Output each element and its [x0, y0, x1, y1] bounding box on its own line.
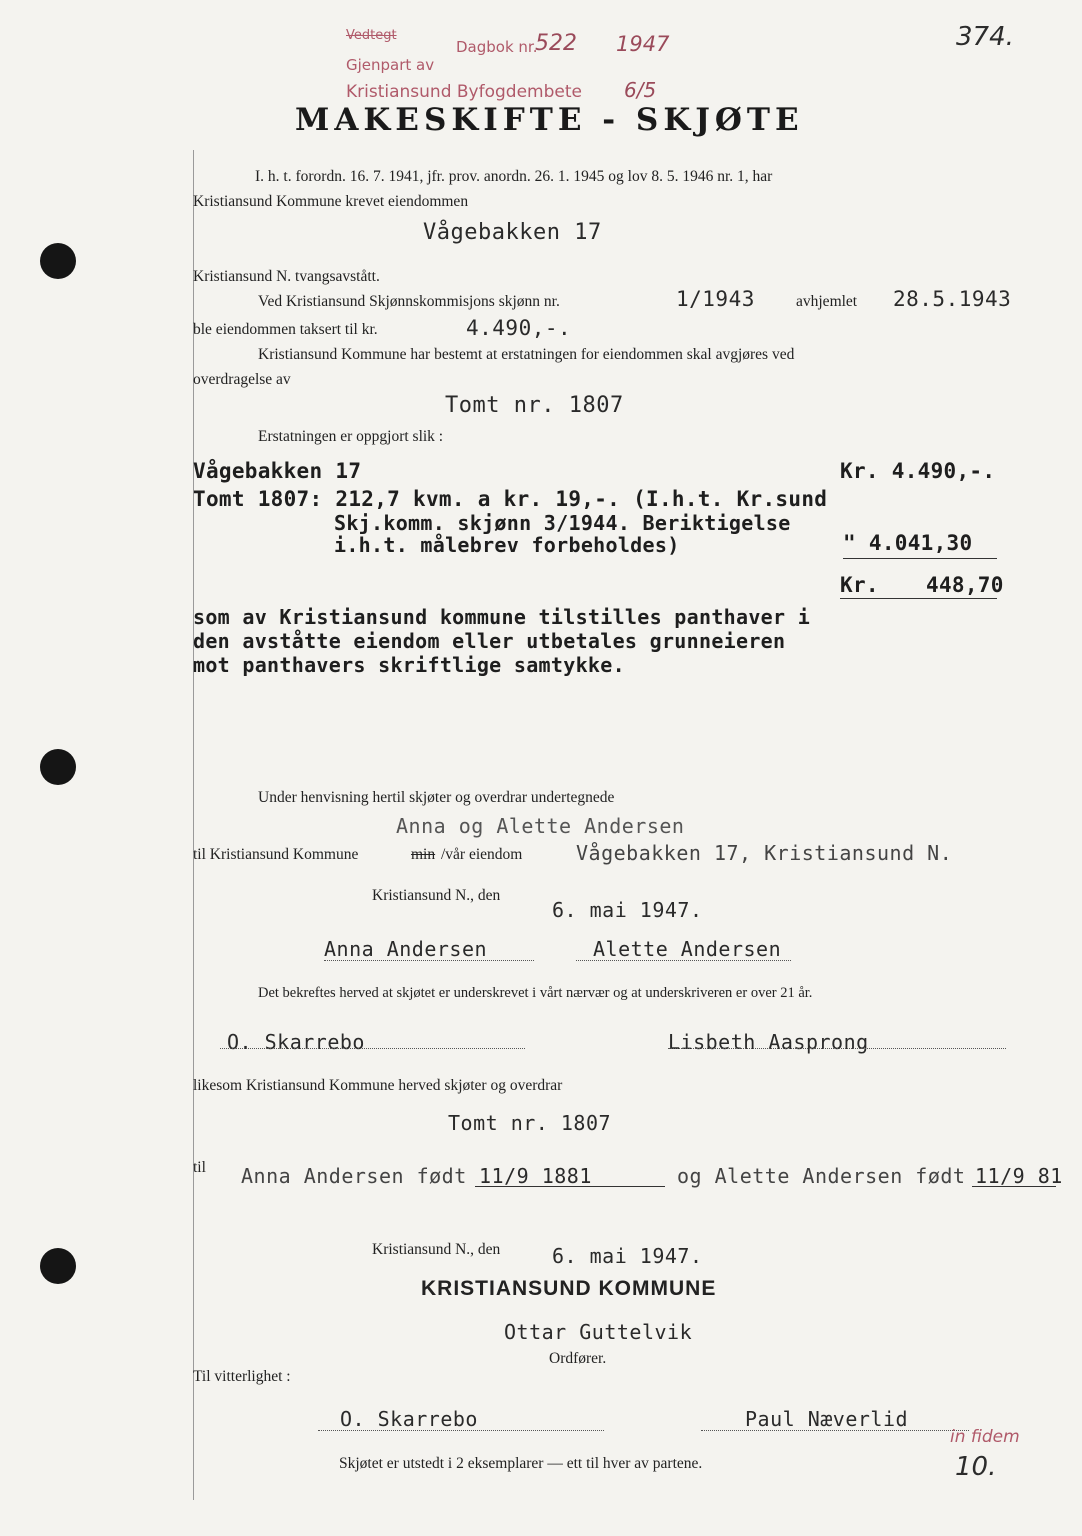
settlement-note-line1: som av Kristiansund kommune tilstilles panthaver i — [193, 605, 811, 629]
birth-alette: 11/9 81 — [975, 1164, 1063, 1188]
witness-aasprong: Lisbeth Aasprong — [668, 1030, 869, 1054]
skjonn-nr: 1/1943 — [676, 287, 755, 311]
vitterlighet-line-2 — [701, 1430, 969, 1431]
witness-naeverlid: Paul Næverlid — [745, 1407, 909, 1431]
margin-line — [193, 150, 194, 1500]
settlement-row1-label: Vågebakken 17 — [193, 459, 362, 483]
property-name: Vågebakken 17 — [423, 220, 602, 245]
stamp-gjenpart: Gjenpart av — [346, 56, 435, 74]
transfer-place: Kristiansund N., den — [372, 887, 501, 904]
corner-number: 10. — [955, 1452, 997, 1482]
eiendom-address: Vågebakken 17, Kristiansund N. — [576, 841, 953, 865]
stamp-dagbok-label: Dagbok nr. — [456, 38, 538, 56]
settlement-row2-line1: Tomt 1807: 212,7 kvm. a kr. 19,-. (I.h.t. Kr.sund — [193, 487, 828, 511]
transfer-date: 6. mai 1947. — [552, 898, 703, 922]
ordforer-title: Ordfører. — [549, 1350, 607, 1367]
subtotal-underline — [843, 558, 997, 559]
likesom-line: likesom Kristiansund Kommune herved skjøter og overdrar — [193, 1077, 563, 1094]
settlement-total-prefix: Kr. — [840, 573, 879, 597]
binder-hole-top — [40, 243, 76, 279]
henvisning-line: Under henvisning hertil skjøter og overdrar undertegnede — [258, 789, 615, 806]
taksert-prefix: ble eiendommen taksert til kr. — [193, 321, 378, 338]
settlement-note-line2: den avståtte eiendom eller utbetales grunneieren — [193, 629, 786, 653]
vitterlighet-label: Til vitterlighet : — [193, 1368, 291, 1385]
bestemt-line2: overdragelse av — [193, 371, 291, 388]
taksert-value: 4.490,-. — [466, 316, 572, 340]
ordforer-name: Ottar Guttelvik — [504, 1320, 693, 1344]
birth-anna: 11/9 1881 — [479, 1164, 592, 1188]
total-underline — [840, 598, 997, 599]
document-title: MAKESKIFTE - SKJØTE — [295, 102, 804, 138]
intro-line3: Kristiansund N. tvangsavstått. — [193, 268, 380, 285]
settlement-row2-line2: Skj.komm. skjønn 3/1944. Beriktigelse — [334, 511, 791, 535]
tomt-line: Tomt nr. 1807 — [445, 393, 624, 418]
avhjemlet-label: avhjemlet — [796, 293, 858, 310]
binder-hole-middle — [40, 749, 76, 785]
min-struck: min — [411, 846, 436, 863]
skjonn-prefix: Ved Kristiansund Skjønnskommisjons skjønn nr. — [258, 293, 560, 310]
signature-line-1 — [324, 960, 534, 961]
stamp-year: 1947 — [616, 32, 670, 56]
intro-line2: Kristiansund Kommune krevet eiendommen — [193, 193, 469, 210]
witness-skarrebo-2: O. Skarrebo — [340, 1407, 478, 1431]
intro-line1: I. h. t. forordn. 16. 7. 1941, jfr. prov. anordn. 26. 1. 1945 og lov 8. 5. 1946 nr. 1, har — [255, 168, 773, 185]
til-kommune-prefix: til Kristiansund Kommune — [193, 846, 359, 863]
settlement-row2-line3: i.h.t. målebrev forbeholdes) — [334, 533, 680, 557]
witness-skarrebo-1: O. Skarrebo — [227, 1030, 365, 1054]
settlement-row2-amount: " 4.041,30 — [843, 531, 973, 555]
kommune-place: Kristiansund N., den — [372, 1241, 501, 1258]
signature-anna: Anna Andersen — [324, 937, 488, 961]
kommune-name: KRISTIANSUND KOMMUNE — [421, 1277, 717, 1300]
utstedt-line: Skjøtet er utstedt i 2 eksemplarer — ett til hver av partene. — [339, 1455, 703, 1472]
oppgjort-line: Erstatningen er oppgjort slik : — [258, 428, 444, 445]
binder-hole-bottom — [40, 1248, 76, 1284]
recipient-anna: Anna Andersen født — [241, 1164, 467, 1188]
kommune-date: 6. mai 1947. — [552, 1244, 703, 1268]
settlement-note-line3: mot panthavers skriftlige samtykke. — [193, 653, 625, 677]
stamp-dagbok-nr: 522 — [535, 31, 577, 56]
page-number: 374. — [956, 22, 1014, 52]
birth-alette-underline — [972, 1186, 1056, 1187]
corner-note: in fidem — [950, 1427, 1020, 1447]
witness-line-1 — [220, 1048, 525, 1049]
settlement-total-amount: 448,70 — [926, 573, 1004, 597]
vitterlighet-line-1 — [318, 1430, 604, 1431]
stamp-date-mark: 6/5 — [624, 78, 657, 102]
grantors-names: Anna og Alette Andersen — [396, 814, 685, 838]
signature-line-2 — [576, 960, 791, 961]
til-label: til — [193, 1159, 206, 1176]
signature-alette: Alette Andersen — [593, 937, 782, 961]
settlement-row1-amount: Kr. 4.490,-. — [840, 459, 996, 483]
kommune-tomt: Tomt nr. 1807 — [448, 1111, 612, 1135]
stamp-byfogdembete: Kristiansund Byfogdembete — [346, 82, 582, 102]
var-eiendom: /vår eiendom — [441, 846, 523, 863]
birth-anna-underline — [475, 1186, 665, 1187]
witness-line-2 — [668, 1048, 1006, 1049]
bestemt-line1: Kristiansund Kommune har bestemt at erstatningen for eiendommen skal avgjøres ved — [258, 346, 795, 363]
stamp-line1-struck: Vedtegt — [346, 28, 397, 43]
bekreftes-line: Det bekreftes herved at skjøtet er underskrevet i vårt nærvær og at underskriveren er over 21 år. — [258, 985, 813, 1001]
avhjemlet-date: 28.5.1943 — [893, 287, 1012, 311]
recipient-alette: og Alette Andersen født — [677, 1164, 966, 1188]
